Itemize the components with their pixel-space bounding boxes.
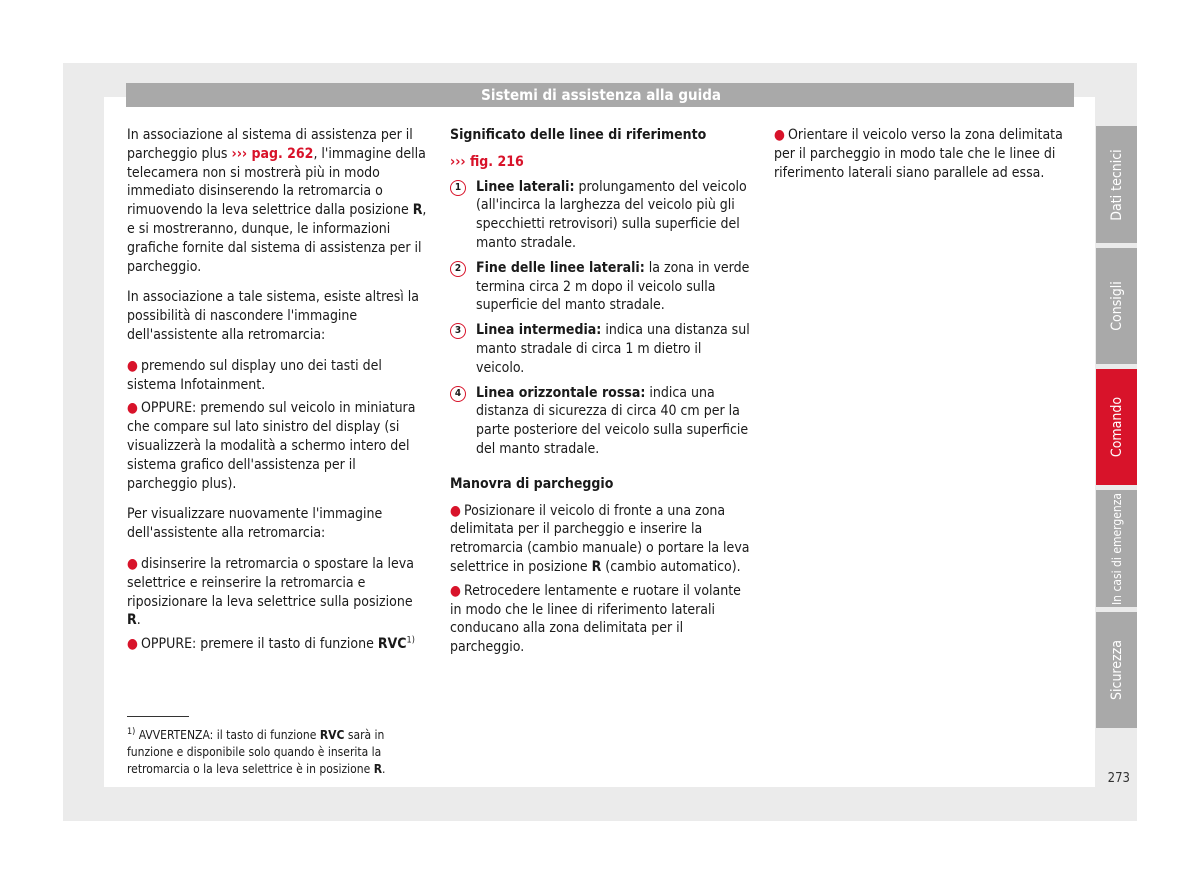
bullet-item xyxy=(127,399,427,493)
text: (cambio automatico). xyxy=(601,558,741,575)
text: disinserire la retromarcia o spostare la leva selettrice e reinserire la retromarcia e riposizionare la leva selettrice sulla posizione xyxy=(127,555,414,610)
tab-emergenza[interactable] xyxy=(1096,490,1137,607)
bullet-item xyxy=(450,502,750,577)
section-title: Sistemi di assistenza alla guida xyxy=(481,86,721,104)
number-badge: 1 xyxy=(450,180,466,196)
tab-label: Consigli xyxy=(1108,281,1125,331)
item-title: Linea orizzontale rossa: xyxy=(476,384,646,401)
page-number: 273 xyxy=(1107,771,1130,786)
tab-sicurezza[interactable] xyxy=(1096,612,1137,728)
gear-r: R xyxy=(127,612,137,629)
footnote-ref[interactable]: 1) xyxy=(406,635,415,646)
gear-r: R xyxy=(591,558,602,575)
subheading-lines: Significato delle linee di riferimento xyxy=(450,127,707,143)
tab-label: Sicurezza xyxy=(1108,640,1125,700)
rvc-key: RVC xyxy=(319,728,345,742)
tab-comando[interactable] xyxy=(1096,369,1137,485)
number-badge: 3 xyxy=(450,323,466,339)
tab-label: In casi di emergenza xyxy=(1109,492,1124,605)
gear-r: R xyxy=(412,202,423,219)
numbered-item xyxy=(450,178,750,253)
paragraph-hide: In associazione a tale sistema, esiste altresì la possibilità di nascondere l'immagine dell'assistente alla retromarcia: xyxy=(127,289,419,343)
paragraph-intro xyxy=(127,126,427,276)
tab-consigli[interactable] xyxy=(1096,248,1137,364)
tab-dati-tecnici[interactable] xyxy=(1096,126,1137,243)
bullet-icon: ● xyxy=(450,502,461,519)
footnote-divider xyxy=(127,716,189,717)
text: In associazione al sistema di assistenza per il parcheggio plus xyxy=(127,127,413,162)
text: . xyxy=(382,762,386,776)
rvc-key: RVC xyxy=(377,636,407,653)
item-text: la zona in verde termina circa 2 m dopo il veicolo sulla superficie del manto stradale. xyxy=(476,259,750,314)
text: Retrocedere lentamente e ruotare il volante in modo che le linee di riferimento laterali conducano alla zona delimitata per il parcheggio. xyxy=(450,582,741,656)
tab-label: Dati tecnici xyxy=(1108,148,1125,221)
text: OPPURE: premendo sul veicolo in miniatura che compare sul lato sinistro del display (si visualizzerà la modalità a schermo intero del sistema grafico dell'assistenza per il parcheggio plus). xyxy=(127,400,416,492)
text: premendo sul display uno dei tasti del sistema Infotainment. xyxy=(127,357,382,393)
item-text: indica una distanza di sicurezza di circa 40 cm per la parte posteriore del veicolo sulla superficie del manto stradale. xyxy=(476,384,749,457)
bullet-item xyxy=(450,582,750,657)
gear-r: R xyxy=(373,762,383,776)
bullet-icon: ● xyxy=(127,357,138,374)
item-text: indica una distanza sul manto stradale di circa 1 m dietro il veicolo. xyxy=(476,322,750,376)
bullet-icon: ● xyxy=(450,582,461,599)
text: Posizionare il veicolo di fronte a una zona delimitata per il parcheggio e inserire la retromarcia (cambio manuale) o portare la leva selettrice in posizione xyxy=(450,502,750,575)
text: , l'immagine della telecamera non si mostrerà più in modo immediato disinserendo la retromarcia o rimuovendo la leva selettrice dalla posizione xyxy=(127,145,426,219)
footnote xyxy=(127,727,417,778)
section-header xyxy=(126,83,1074,107)
bullet-icon: ● xyxy=(774,127,785,143)
column-2 xyxy=(450,126,750,669)
bullet-icon: ● xyxy=(127,400,138,417)
figure-link[interactable]: ››› fig. 216 xyxy=(450,153,524,170)
bullet-icon: ● xyxy=(127,636,138,653)
text: , e si mostreranno, dunque, le informazioni grafiche fornite dal sistema di assistenza per il parcheggio. xyxy=(127,202,427,275)
paragraph-show: Per visualizzare nuovamente l'immagine dell'assistente alla retromarcia: xyxy=(127,506,383,542)
item-title: Fine delle linee laterali: xyxy=(476,259,645,276)
item-title: Linea intermedia: xyxy=(476,322,602,339)
column-3 xyxy=(774,126,1074,194)
item-text: prolungamento del veicolo (all'incirca la larghezza del veicolo più gli specchietti retrovisori) sulla superficie del manto stradale. xyxy=(476,178,747,251)
numbered-item xyxy=(450,384,750,459)
item-title: Linee laterali: xyxy=(476,178,575,195)
bullet-item xyxy=(774,126,1074,182)
text: . xyxy=(136,612,141,629)
bullet-item xyxy=(127,555,427,630)
bullet-icon: ● xyxy=(127,555,138,572)
column-1 xyxy=(127,126,427,666)
footnote-marker: 1) xyxy=(127,727,136,737)
numbered-item xyxy=(450,259,750,315)
number-badge: 2 xyxy=(450,261,466,277)
text: Orientare il veicolo verso la zona delimitata per il parcheggio in modo tale che le linee di riferimento laterali siano parallele ad essa. xyxy=(774,127,1063,181)
text: AVVERTENZA: il tasto di funzione xyxy=(135,728,320,742)
subheading-maneuver: Manovra di parcheggio xyxy=(450,475,614,492)
numbered-item xyxy=(450,321,750,377)
page-link[interactable]: ››› pag. 262 xyxy=(231,145,314,162)
bullet-item xyxy=(127,357,427,395)
text: OPPURE: premere il tasto di funzione xyxy=(141,636,378,653)
bullet-item xyxy=(127,635,427,654)
number-badge: 4 xyxy=(450,386,466,402)
tab-label: Comando xyxy=(1108,396,1125,458)
text: sarà in funzione e disponibile solo quando è inserita la retromarcia o la leva selettrice è in posizione xyxy=(127,728,385,776)
